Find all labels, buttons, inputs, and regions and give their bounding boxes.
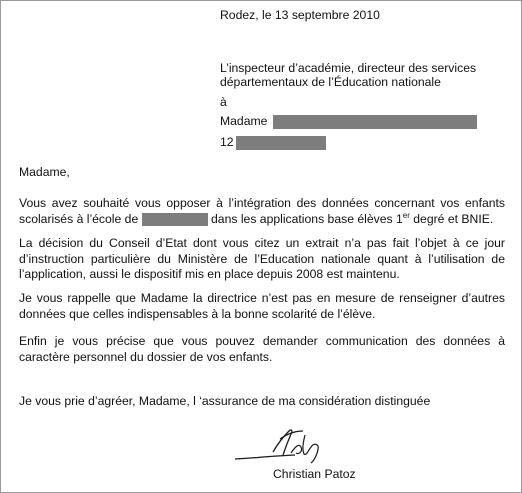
redacted-recipient-name bbox=[273, 115, 477, 129]
recipient-address-line bbox=[220, 135, 326, 150]
paragraph-2: La décision du Conseil d’Etat dont vous citez un extrait n’a pas fait l’objet à ce jour d’instruction particulière du Ministère de l’Education nationale quant à l’utilisation de l’application, aussi le dispositif mis en place depuis 2008 est maintenu. bbox=[19, 236, 505, 281]
handwritten-signature bbox=[233, 425, 333, 465]
paragraph-1 bbox=[19, 196, 505, 227]
to-label: à bbox=[220, 95, 227, 109]
redacted-recipient-address bbox=[236, 136, 326, 150]
recipient-title: Madame bbox=[220, 114, 268, 128]
recipient-address-prefix: 12 bbox=[220, 135, 234, 149]
paragraph-3: Je vous rappelle que Madame la directrice n’est pas en mesure de renseigner d’autres données que celles indispensables à la bonne scolarité de l’élève. bbox=[19, 291, 505, 321]
sender-line-2: départementaux de l’Éducation nationale bbox=[220, 75, 441, 89]
paragraph-1-end: degré et BNIE. bbox=[409, 211, 494, 226]
salutation: Madame, bbox=[19, 165, 70, 179]
recipient-name-line bbox=[220, 114, 477, 129]
closing-formula: Je vous prie d’agréer, Madame, l ‘assurance de ma considération distinguée bbox=[19, 394, 431, 408]
place-date: Rodez, le 13 septembre 2010 bbox=[220, 8, 380, 22]
sender-line-1: L’inspecteur d’académie, directeur des services bbox=[220, 61, 477, 75]
paragraph-1-start: Vous avez souhaité vous opposer à l’intégration des données concernant vos enfants scolarisés à l’école de bbox=[19, 196, 505, 226]
redacted-school-name bbox=[142, 213, 208, 226]
paragraph-1-middle: dans les applications base élèves 1 bbox=[211, 211, 403, 226]
ordinal-superscript: er bbox=[402, 210, 410, 220]
paragraph-4: Enfin je vous précise que vous pouvez demander communication des données à caractère personnel du dossier de vos enfants. bbox=[19, 334, 505, 364]
signature-drawing bbox=[233, 425, 333, 465]
signatory-name: Christian Patoz bbox=[273, 467, 356, 481]
